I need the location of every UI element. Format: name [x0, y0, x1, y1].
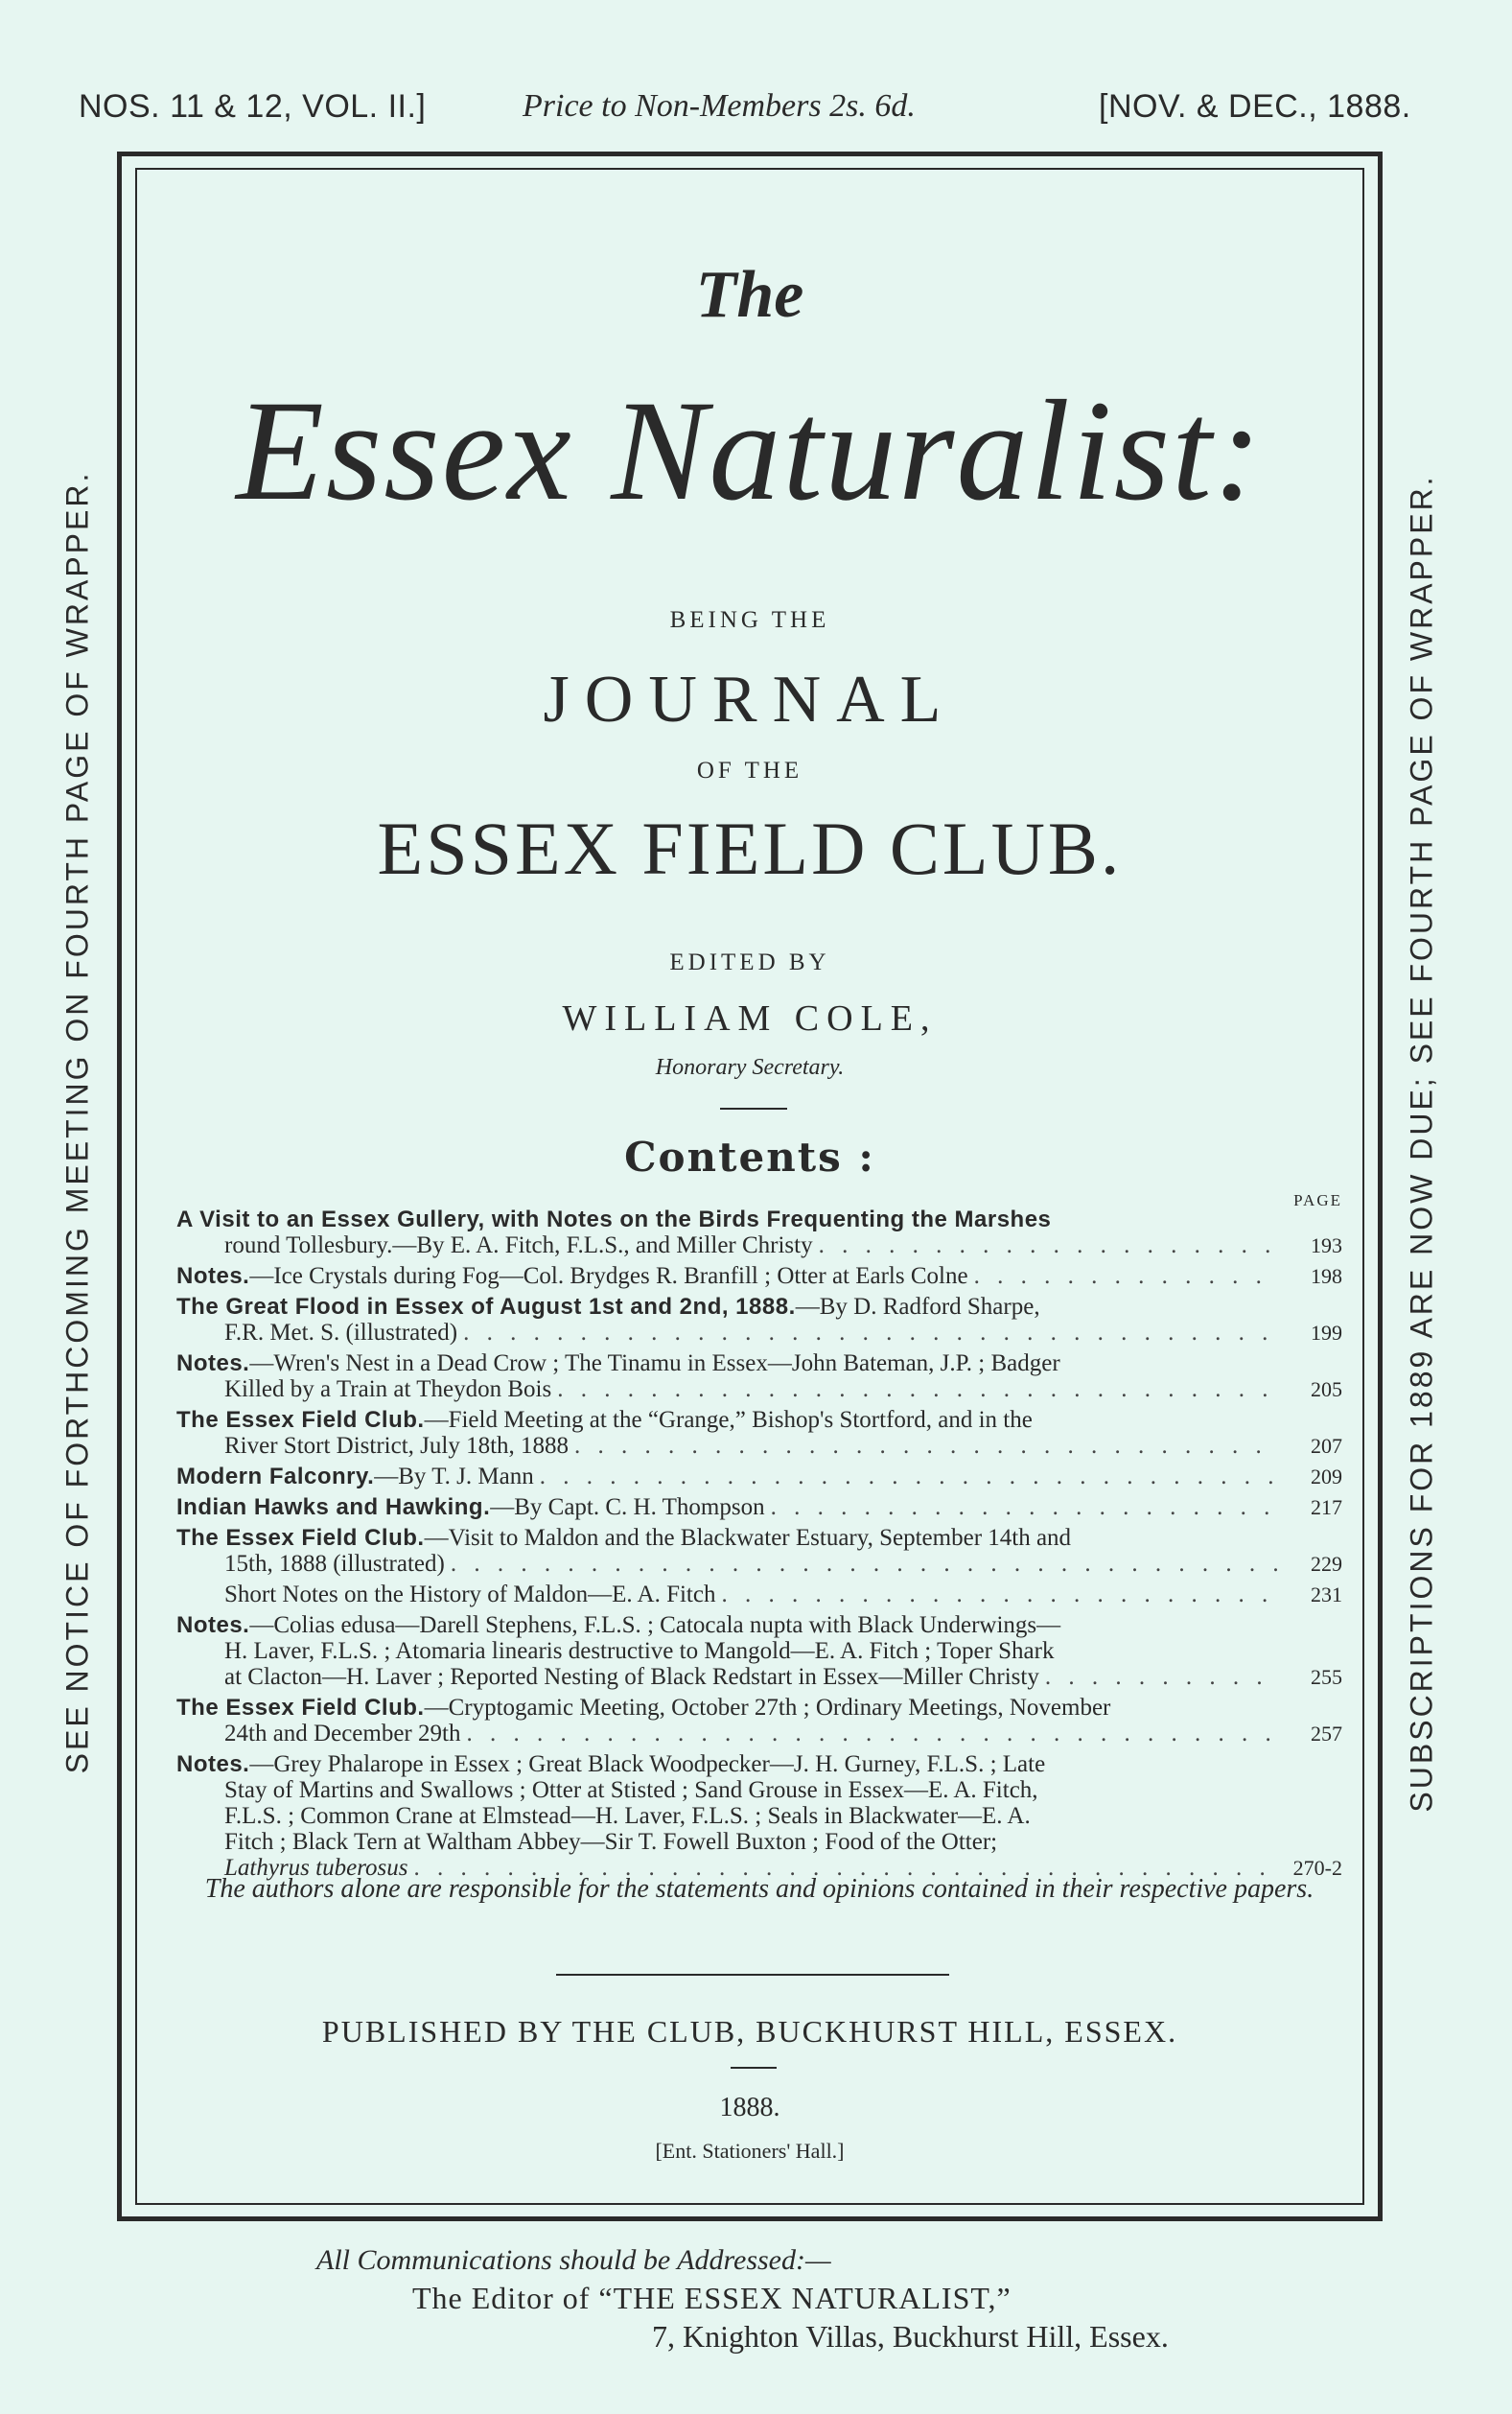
toc-entry-title: Notes. [176, 1612, 250, 1638]
toc-entry-title: The Essex Field Club. [176, 1407, 425, 1433]
toc-page-number: 257 [1311, 1722, 1342, 1746]
toc-entry-text: F.L.S. ; Common Crane at Elmstead—H. Laver, F.L.S. ; Seals in Blackwater—E. A. [224, 1803, 1031, 1829]
journal-title: JOURNAL [543, 663, 957, 737]
masthead-title: Essex Naturalist: [236, 371, 1264, 530]
toc-page-number: 209 [1311, 1465, 1342, 1488]
toc-entry [176, 1207, 1342, 1258]
toc-entry-text: Stay of Martins and Swallows ; Otter at Stisted ; Sand Grouse in Essex—E. A. Fitch, [224, 1777, 1038, 1803]
club-title: ESSEX FIELD CLUB. [377, 807, 1123, 890]
address-editor: The Editor of “THE ESSEX NATURALIST,” [412, 2281, 1012, 2315]
toc-entry-text: —Visit to Maldon and the Blackwater Estuary, September 14th and [424, 1525, 1072, 1551]
divider-short [720, 1108, 787, 1110]
toc-entry-text: 15th, 1888 (illustrated) [224, 1551, 445, 1577]
toc-page-number: 199 [1311, 1321, 1342, 1345]
toc-entry [176, 1263, 1342, 1289]
toc-entry [176, 1464, 1342, 1489]
toc-entry-title: Notes. [176, 1751, 250, 1777]
toc-entry [176, 1294, 1342, 1346]
toc-page-number: 198 [1311, 1264, 1342, 1288]
table-of-contents [176, 1207, 1342, 1886]
publication-year: 1888. [719, 2093, 780, 2122]
side-notice-right: SUBSCRIPTIONS FOR 1889 ARE NOW DUE; SEE FOURTH PAGE OF WRAPPER. [1404, 474, 1439, 1813]
address-street: 7, Knighton Villas, Buckhurst Hill, Essex. [652, 2319, 1169, 2354]
toc-entry-text: —Grey Phalarope in Essex ; Great Black Woodpecker—J. H. Gurney, F.L.S. ; Late [249, 1751, 1046, 1777]
toc-entry-text: —By D. Radford Sharpe, [795, 1294, 1040, 1320]
toc-entry-text: round Tollesbury.—By E. A. Fitch, F.L.S., and Miller Christy [224, 1232, 813, 1258]
toc-entry-title: The Essex Field Club. [176, 1525, 425, 1551]
toc-entry-text: —Colias edusa—Darell Stephens, F.L.S. ; Catocala nupta with Black Underwings— [249, 1612, 1061, 1638]
of-the: OF THE [696, 758, 803, 784]
toc-page-number: 229 [1311, 1552, 1342, 1576]
toc-entry-text: Lathyrus tuberosus [224, 1855, 408, 1881]
toc-entry-text: —By T. J. Mann [374, 1464, 534, 1489]
toc-entry [176, 1612, 1342, 1690]
toc-entry-title: Indian Hawks and Hawking. [176, 1494, 491, 1520]
toc-entry [176, 1350, 1342, 1402]
toc-entry-text: —Ice Crystals during Fog—Col. Brydges R. Branfill ; Otter at Earls Colne [249, 1263, 968, 1289]
toc-entry-title: Modern Falconry. [176, 1464, 375, 1489]
price-note: Price to Non-Members 2s. 6d. [523, 88, 916, 124]
authors-disclaimer: The authors alone are responsible for the statements and opinions contained in their respective papers. [204, 1874, 1314, 1904]
issue-number: NOS. 11 & 12, VOL. II.] [79, 88, 427, 125]
toc-entry-text: —By Capt. C. H. Thompson [490, 1494, 765, 1520]
toc-entry [176, 1751, 1342, 1881]
toc-entry-text: Killed by a Train at Theydon Bois [224, 1376, 552, 1402]
toc-entry-text: River Stort District, July 18th, 1888 [224, 1433, 570, 1459]
toc-page-number: 193 [1311, 1233, 1342, 1257]
divider-long [556, 1974, 949, 1976]
publisher-line: PUBLISHED BY THE CLUB, BUCKHURST HILL, ESSEX. [321, 2014, 1178, 2049]
toc-entry-title: Notes. [176, 1263, 250, 1289]
toc-entry-text: 24th and December 29th [224, 1721, 461, 1746]
editor-role: Honorary Secretary. [655, 1055, 845, 1080]
toc-entry [176, 1494, 1342, 1520]
divider-tiny [731, 2067, 777, 2069]
toc-entry [176, 1695, 1342, 1746]
page-column-label: PAGE [1293, 1191, 1342, 1209]
edited-by: EDITED BY [669, 949, 830, 975]
toc-entry-text: —Wren's Nest in a Dead Crow ; The Tinamu in Essex—John Bateman, J.P. ; Badger [249, 1350, 1060, 1376]
toc-entry-text: —Cryptogamic Meeting, October 27th ; Ordinary Meetings, November [424, 1695, 1111, 1721]
being-the: BEING THE [669, 607, 830, 633]
toc-entry-text: H. Laver, F.L.S. ; Atomaria linearis destructive to Mangold—E. A. Fitch ; Toper Shark [224, 1638, 1055, 1664]
toc-entry [176, 1407, 1342, 1459]
toc-entry-title: A Visit to an Essex Gullery, with Notes on the Birds Frequenting the Marshes [176, 1207, 1052, 1232]
toc-page-number: 217 [1311, 1495, 1342, 1519]
contents-heading: Contents : [624, 1134, 875, 1181]
issue-date: [NOV. & DEC., 1888. [1099, 88, 1411, 125]
toc-entry-title: The Great Flood in Essex of August 1st and 2nd, 1888. [176, 1294, 796, 1320]
toc-entry [176, 1525, 1342, 1577]
toc-entry-text: at Clacton—H. Laver ; Reported Nesting of Black Redstart in Essex—Miller Christy [224, 1664, 1039, 1690]
registration-note: [Ent. Stationers' Hall.] [655, 2139, 845, 2163]
title-the: The [695, 258, 804, 332]
toc-page-number: 270-2 [1292, 1856, 1342, 1880]
toc-page-number: 205 [1311, 1377, 1342, 1401]
toc-entry-text: Short Notes on the History of Maldon—E. A. Fitch [224, 1582, 716, 1607]
toc-entry-text: —Field Meeting at the “Grange,” Bishop's Stortford, and in the [424, 1407, 1033, 1433]
editor-name: WILLIAM COLE, [562, 998, 938, 1039]
toc-entry-title: The Essex Field Club. [176, 1695, 425, 1721]
toc-page-number: 231 [1311, 1582, 1342, 1606]
address-heading: All Communications should be Addressed:— [316, 2244, 831, 2276]
toc-page-number: 255 [1311, 1665, 1342, 1689]
toc-entry-text: Fitch ; Black Tern at Waltham Abbey—Sir T. Fowell Buxton ; Food of the Otter; [224, 1829, 998, 1855]
side-notice-left: SEE NOTICE OF FORTHCOMING MEETING ON FOURTH PAGE OF WRAPPER. [59, 470, 95, 1774]
toc-entry [176, 1582, 1342, 1607]
toc-entry-title: Notes. [176, 1350, 250, 1376]
toc-page-number: 207 [1311, 1434, 1342, 1458]
toc-entry-text: F.R. Met. S. (illustrated) [224, 1320, 458, 1346]
